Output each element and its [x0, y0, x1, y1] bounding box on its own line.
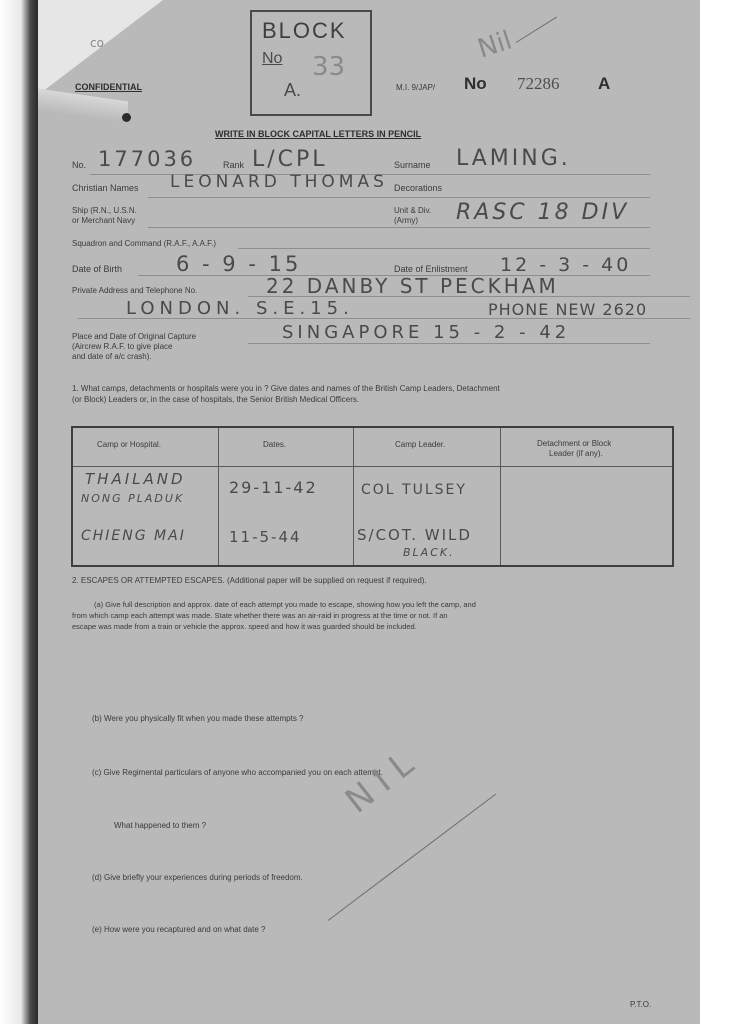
q1-text-1: 1. What camps, detachments or hospitals were you in ? Give dates and names of the British Camp Leaders, Detachment	[72, 384, 500, 393]
table-header-detachment-sub: Leader (if any).	[549, 449, 603, 458]
row1-date: 29-11-42	[229, 478, 318, 497]
table-header-dates: Dates.	[263, 440, 287, 449]
q2-heading: 2. ESCAPES OR ATTEMPTED ESCAPES. (Additional paper will be supplied on request if required).	[72, 576, 427, 585]
fold-mark: co	[90, 36, 104, 50]
capture-value: SINGAPORE 15 - 2 - 42	[282, 322, 571, 343]
table-col-divider	[218, 428, 219, 565]
row1-leader-1: COL TULSEY	[361, 482, 467, 498]
serial-no-label: No	[464, 74, 487, 93]
ship-label-1: Ship (R.N., U.S.N.	[72, 206, 137, 215]
table-col-divider	[500, 428, 501, 565]
q2-a-line-1: (a) Give full description and approx. date of each attempt you made to escape, showing how you left the camp, and	[94, 600, 476, 609]
christian-names-value: LEONARD THOMAS	[170, 172, 388, 192]
ship-label-2: or Merchant Navy	[72, 216, 136, 225]
rule-line	[148, 197, 650, 198]
nil-top-stroke	[516, 17, 557, 43]
capture-label-1: Place and Date of Original Capture	[72, 332, 197, 341]
rule-line	[238, 248, 650, 249]
pto-label: P.T.O.	[630, 1000, 652, 1009]
q2-e-text: (e) How were you recaptured and on what date ?	[92, 925, 266, 934]
q2-a-line-3: escape was made from a train or vehicle the approx. speed and how it was guarded should be included.	[72, 622, 417, 631]
unit-label-2: (Army)	[394, 216, 418, 225]
q2-d-text: (d) Give briefly your experiences during periods of freedom.	[92, 873, 303, 882]
table-header-divider	[73, 466, 672, 467]
table-col-divider	[353, 428, 354, 565]
q2-c-text: (c) Give Regimental particulars of anyone who accompanied you on each attempt.	[92, 768, 383, 777]
table-header-camp: Camp or Hospital.	[97, 440, 162, 449]
pin-hole	[122, 113, 131, 122]
capture-label-2: (Aircrew R.A.F. to give place	[72, 342, 173, 351]
unit-label-1: Unit & Div.	[394, 206, 432, 215]
no-label: No.	[72, 160, 87, 170]
christian-names-label: Christian Names	[72, 183, 139, 193]
block-letter: A.	[284, 80, 302, 100]
capture-label-3: and date of a/c crash).	[72, 352, 152, 361]
row1-camp-2: NONG PLADUK	[81, 492, 185, 505]
camps-table	[71, 426, 674, 567]
rule-line	[248, 343, 650, 344]
address-line-2: LONDON. S.E.15.	[126, 298, 354, 319]
row1-camp-1: THAILAND	[85, 470, 186, 488]
mi-ref: M.I. 9/JAP/	[396, 83, 436, 92]
q2-b-text: (b) Were you physically fit when you made these attempts ?	[92, 714, 304, 723]
address-label: Private Address and Telephone No.	[72, 286, 198, 295]
enlist-label: Date of Enlistment	[394, 264, 468, 274]
row2-leader-2: BLACK.	[403, 546, 455, 559]
address-line-1: 22 DANBY ST PECKHAM	[266, 274, 559, 298]
no-value: 177036	[98, 147, 197, 171]
q1-text-2: (or Block) Leaders or, in the case of hospitals, the Senior British Medical Officers.	[72, 395, 360, 404]
squadron-label: Squadron and Command (R.A.F., A.A.F.)	[72, 239, 217, 248]
rank-value: L/CPL	[252, 147, 328, 172]
scan-border-right	[700, 0, 739, 1024]
confidential-label: CONFIDENTIAL	[75, 82, 142, 92]
row2-leader-1: S/COT. WILD	[357, 526, 472, 544]
decorations-label: Decorations	[394, 183, 443, 193]
rule-line	[148, 227, 650, 228]
phone-value: PHONE NEW 2620	[488, 300, 648, 319]
q2-c-sub-text: What happened to them ?	[114, 821, 207, 830]
table-header-detachment: Detachment or Block	[537, 439, 612, 448]
dob-value: 6 - 9 - 15	[176, 252, 302, 276]
unit-value: RASC 18 DIV	[456, 200, 630, 225]
serial-number: 72286	[517, 74, 560, 93]
q2-a-line-2: from which camp each attempt was made. State whether there was an air-raid in progress at the time or not. If an	[72, 611, 448, 620]
table-header-leader: Camp Leader.	[395, 440, 446, 449]
block-no: No	[262, 50, 283, 67]
scan-border-left	[0, 0, 38, 1024]
nil-diagonal-mark: NIL	[338, 738, 430, 822]
block-stamp	[250, 10, 372, 116]
serial-suffix: A	[598, 74, 611, 93]
rank-label: Rank	[223, 160, 245, 170]
block-word: BLOCK	[262, 18, 347, 43]
nil-top-mark: Nil	[474, 25, 516, 65]
surname-label: Surname	[394, 160, 431, 170]
instruction-text: WRITE IN BLOCK CAPITAL LETTERS IN PENCIL	[215, 129, 422, 139]
enlist-value: 12 - 3 - 40	[500, 254, 632, 276]
nil-diagonal-stroke	[328, 794, 496, 921]
block-number-handwritten: 33	[312, 52, 346, 82]
row2-camp-1: CHIENG MAI	[81, 528, 186, 544]
row2-date: 11-5-44	[229, 528, 302, 546]
dob-label: Date of Birth	[72, 264, 123, 274]
document-page	[38, 0, 700, 1024]
surname-value: LAMING.	[456, 146, 571, 171]
